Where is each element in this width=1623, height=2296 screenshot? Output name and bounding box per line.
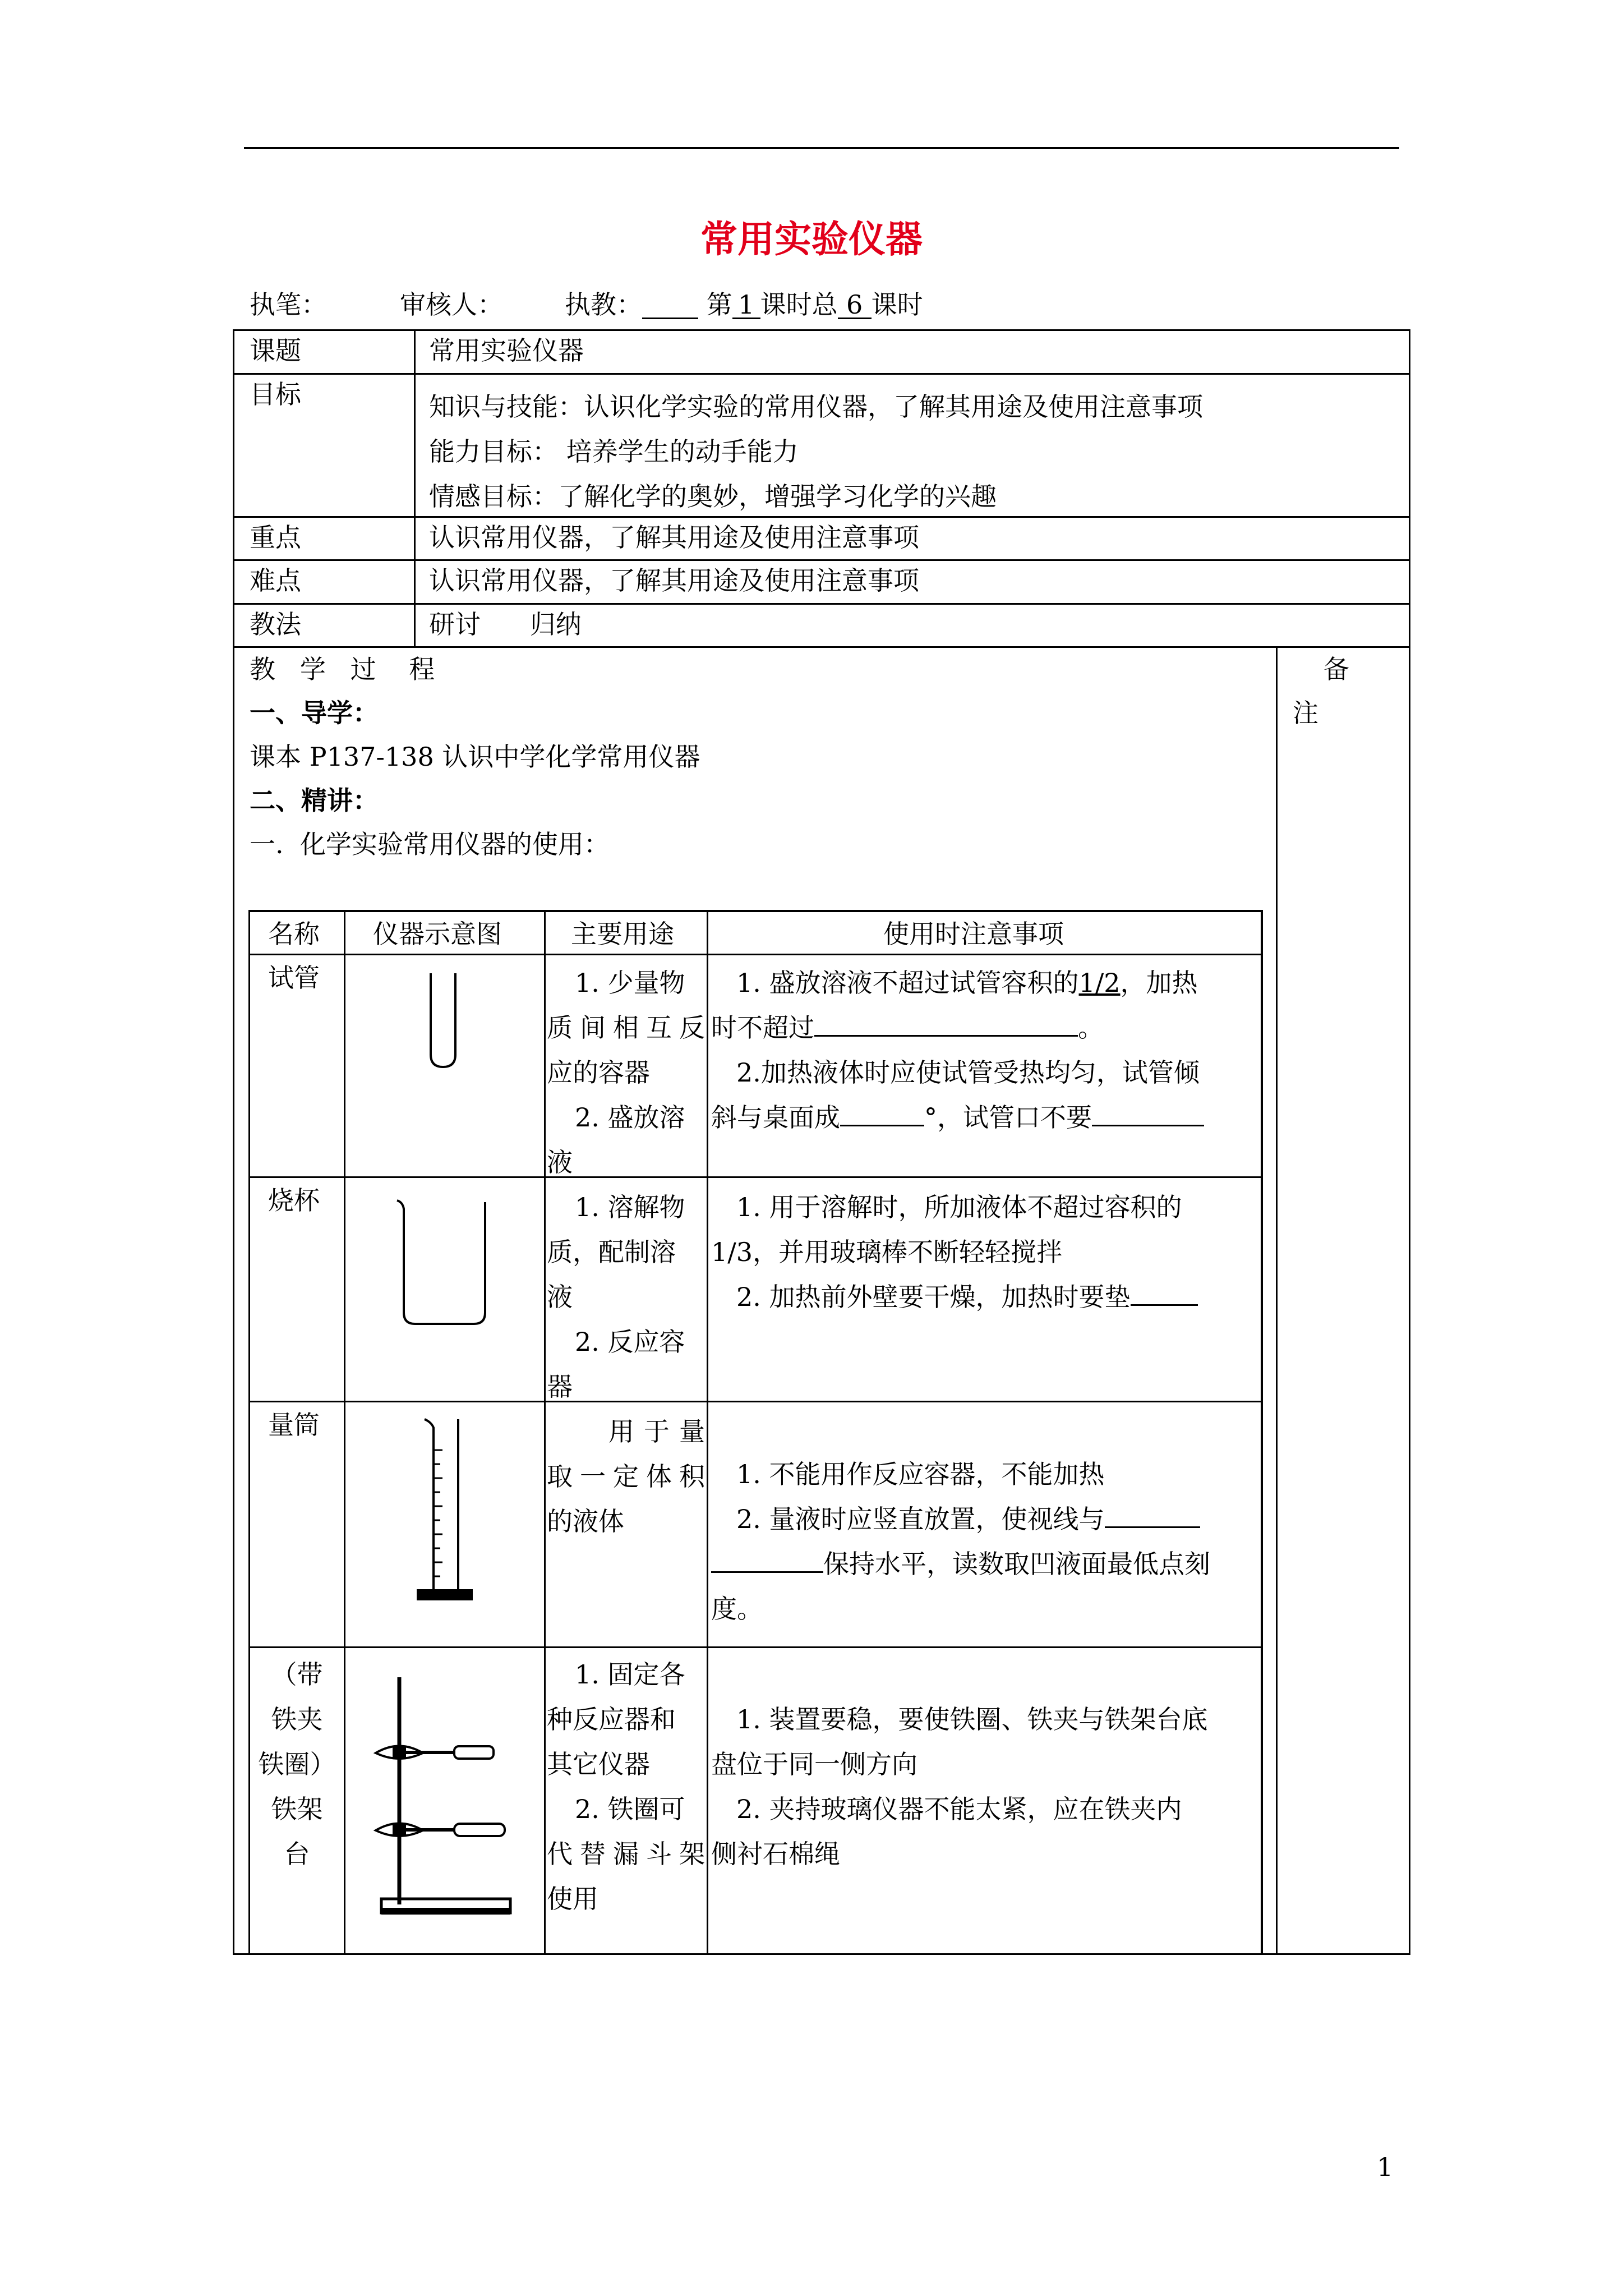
teacher-blank <box>642 292 698 319</box>
fill-blank <box>711 1545 823 1573</box>
lesson-prefix: 第 <box>706 289 732 320</box>
iron-stand-icon <box>370 1674 527 1932</box>
instrument-notes-beaker: 1. 用于溶解时，所加液体不超过容积的 1/3，并用玻璃棒不断轻轻搅拌 2. 加热前外壁要干燥，加热时要垫 <box>711 1185 1261 1319</box>
row-value-method: 研讨 归纳 <box>429 609 582 639</box>
row-value-topic: 常用实验仪器 <box>429 335 584 366</box>
document-title: 常用实验仪器 <box>700 217 923 261</box>
teacher-label: 执教： <box>565 289 642 320</box>
total-lessons: 6 <box>838 292 872 319</box>
process-heading: 教 学 过 程 <box>250 654 435 684</box>
instrument-name-beaker: 烧杯 <box>268 1185 320 1216</box>
section-2-title: 二、精讲： <box>250 785 379 816</box>
capacity-fraction: 1/2 <box>1078 968 1121 998</box>
remark-label-2: 注 <box>1293 698 1318 728</box>
fill-blank <box>814 1009 1078 1037</box>
section-1-text: 课本 P137-138 认识中学化学常用仪器 <box>250 742 700 772</box>
header-name: 名称 <box>268 919 320 949</box>
instrument-name-test-tube: 试管 <box>268 963 320 993</box>
instrument-use-graduated-cylinder: 用于量 取一定体积 的液体 <box>547 1416 705 1536</box>
row-label-topic: 课题 <box>250 335 301 366</box>
header-notes: 使用时注意事项 <box>883 919 1064 949</box>
instrument-name-graduated-cylinder: 量筒 <box>268 1410 320 1440</box>
fill-blank <box>1092 1099 1204 1126</box>
graduated-cylinder-icon <box>412 1416 479 1607</box>
instrument-use-test-tube: 1. 少量物 质间相互反 应的容器 2. 盛放溶 液 <box>547 968 705 1177</box>
row-label-difficulty: 难点 <box>250 565 301 596</box>
remark-column-divider <box>1276 646 1278 1955</box>
instrument-name-iron-stand: （带 铁夹 铁圈） 铁架 台 <box>258 1659 336 1869</box>
remark-label-1: 备 <box>1324 654 1349 684</box>
subsection-title: 一. 化学实验常用仪器的使用： <box>250 829 610 859</box>
row-value-key-point: 认识常用仪器，了解其用途及使用注意事项 <box>429 522 919 553</box>
lesson-meta-line <box>250 289 923 321</box>
page-number: 1 <box>1377 2152 1394 2182</box>
fill-blank <box>1131 1278 1198 1306</box>
header-use: 主要用途 <box>571 919 674 949</box>
lesson-suffix: 课时 <box>871 289 923 320</box>
section-1-title: 一、导学： <box>250 698 379 728</box>
goal-ability: 能力目标： 培养学生的动手能力 <box>429 436 799 467</box>
row-value-difficulty: 认识常用仪器，了解其用途及使用注意事项 <box>429 565 919 596</box>
fill-blank <box>1105 1501 1200 1528</box>
fill-blank <box>840 1099 924 1126</box>
header-diagram: 仪器示意图 <box>373 919 502 949</box>
row-label-method: 教法 <box>250 609 301 639</box>
row-label-key-point: 重点 <box>250 522 301 553</box>
header-rule <box>244 147 1399 149</box>
author-label: 执笔： <box>250 289 327 320</box>
instrument-notes-graduated-cylinder: 1. 不能用作反应容器，不能加热 2. 量液时应竖直放置，使视线与 保持水平，读数取凹液面最低点刻 度。 <box>711 1459 1210 1624</box>
row-value-goals <box>429 384 1203 519</box>
test-tube-icon <box>426 970 460 1071</box>
goal-knowledge: 知识与技能：认识化学实验的常用仪器，了解其用途及使用注意事项 <box>429 392 1203 422</box>
process-bottom-border <box>233 1953 1410 1955</box>
lesson-middle: 课时总 <box>760 289 838 320</box>
goal-emotion: 情感目标：了解化学的奥妙，增强学习化学的兴趣 <box>429 481 997 512</box>
beaker-icon <box>393 1198 494 1332</box>
instrument-notes-test-tube: 1. 盛放溶液不超过试管容积的1/2，加热 时不超过 。 2.加热液体时应使试管受热均匀，试管倾 斜与桌面成 °，试管口不要 <box>711 960 1261 1140</box>
instrument-notes-iron-stand: 1. 装置要稳，要使铁圈、铁夹与铁架台底 盘位于同一侧方向 2. 夹持玻璃仪器不能太紧，应在铁夹内 侧衬石棉绳 <box>711 1704 1208 1869</box>
row-label-goals: 目标 <box>250 379 301 409</box>
lesson-number: 1 <box>732 292 760 319</box>
instrument-use-beaker: 1. 溶解物 质，配制溶 液 2. 反应容 器 <box>547 1192 685 1402</box>
instrument-use-iron-stand: 1. 固定各 种反应器和 其它仪器 2. 铁圈可 代替漏斗架 使用 <box>547 1659 705 1914</box>
reviewer-label: 审核人： <box>400 289 503 320</box>
